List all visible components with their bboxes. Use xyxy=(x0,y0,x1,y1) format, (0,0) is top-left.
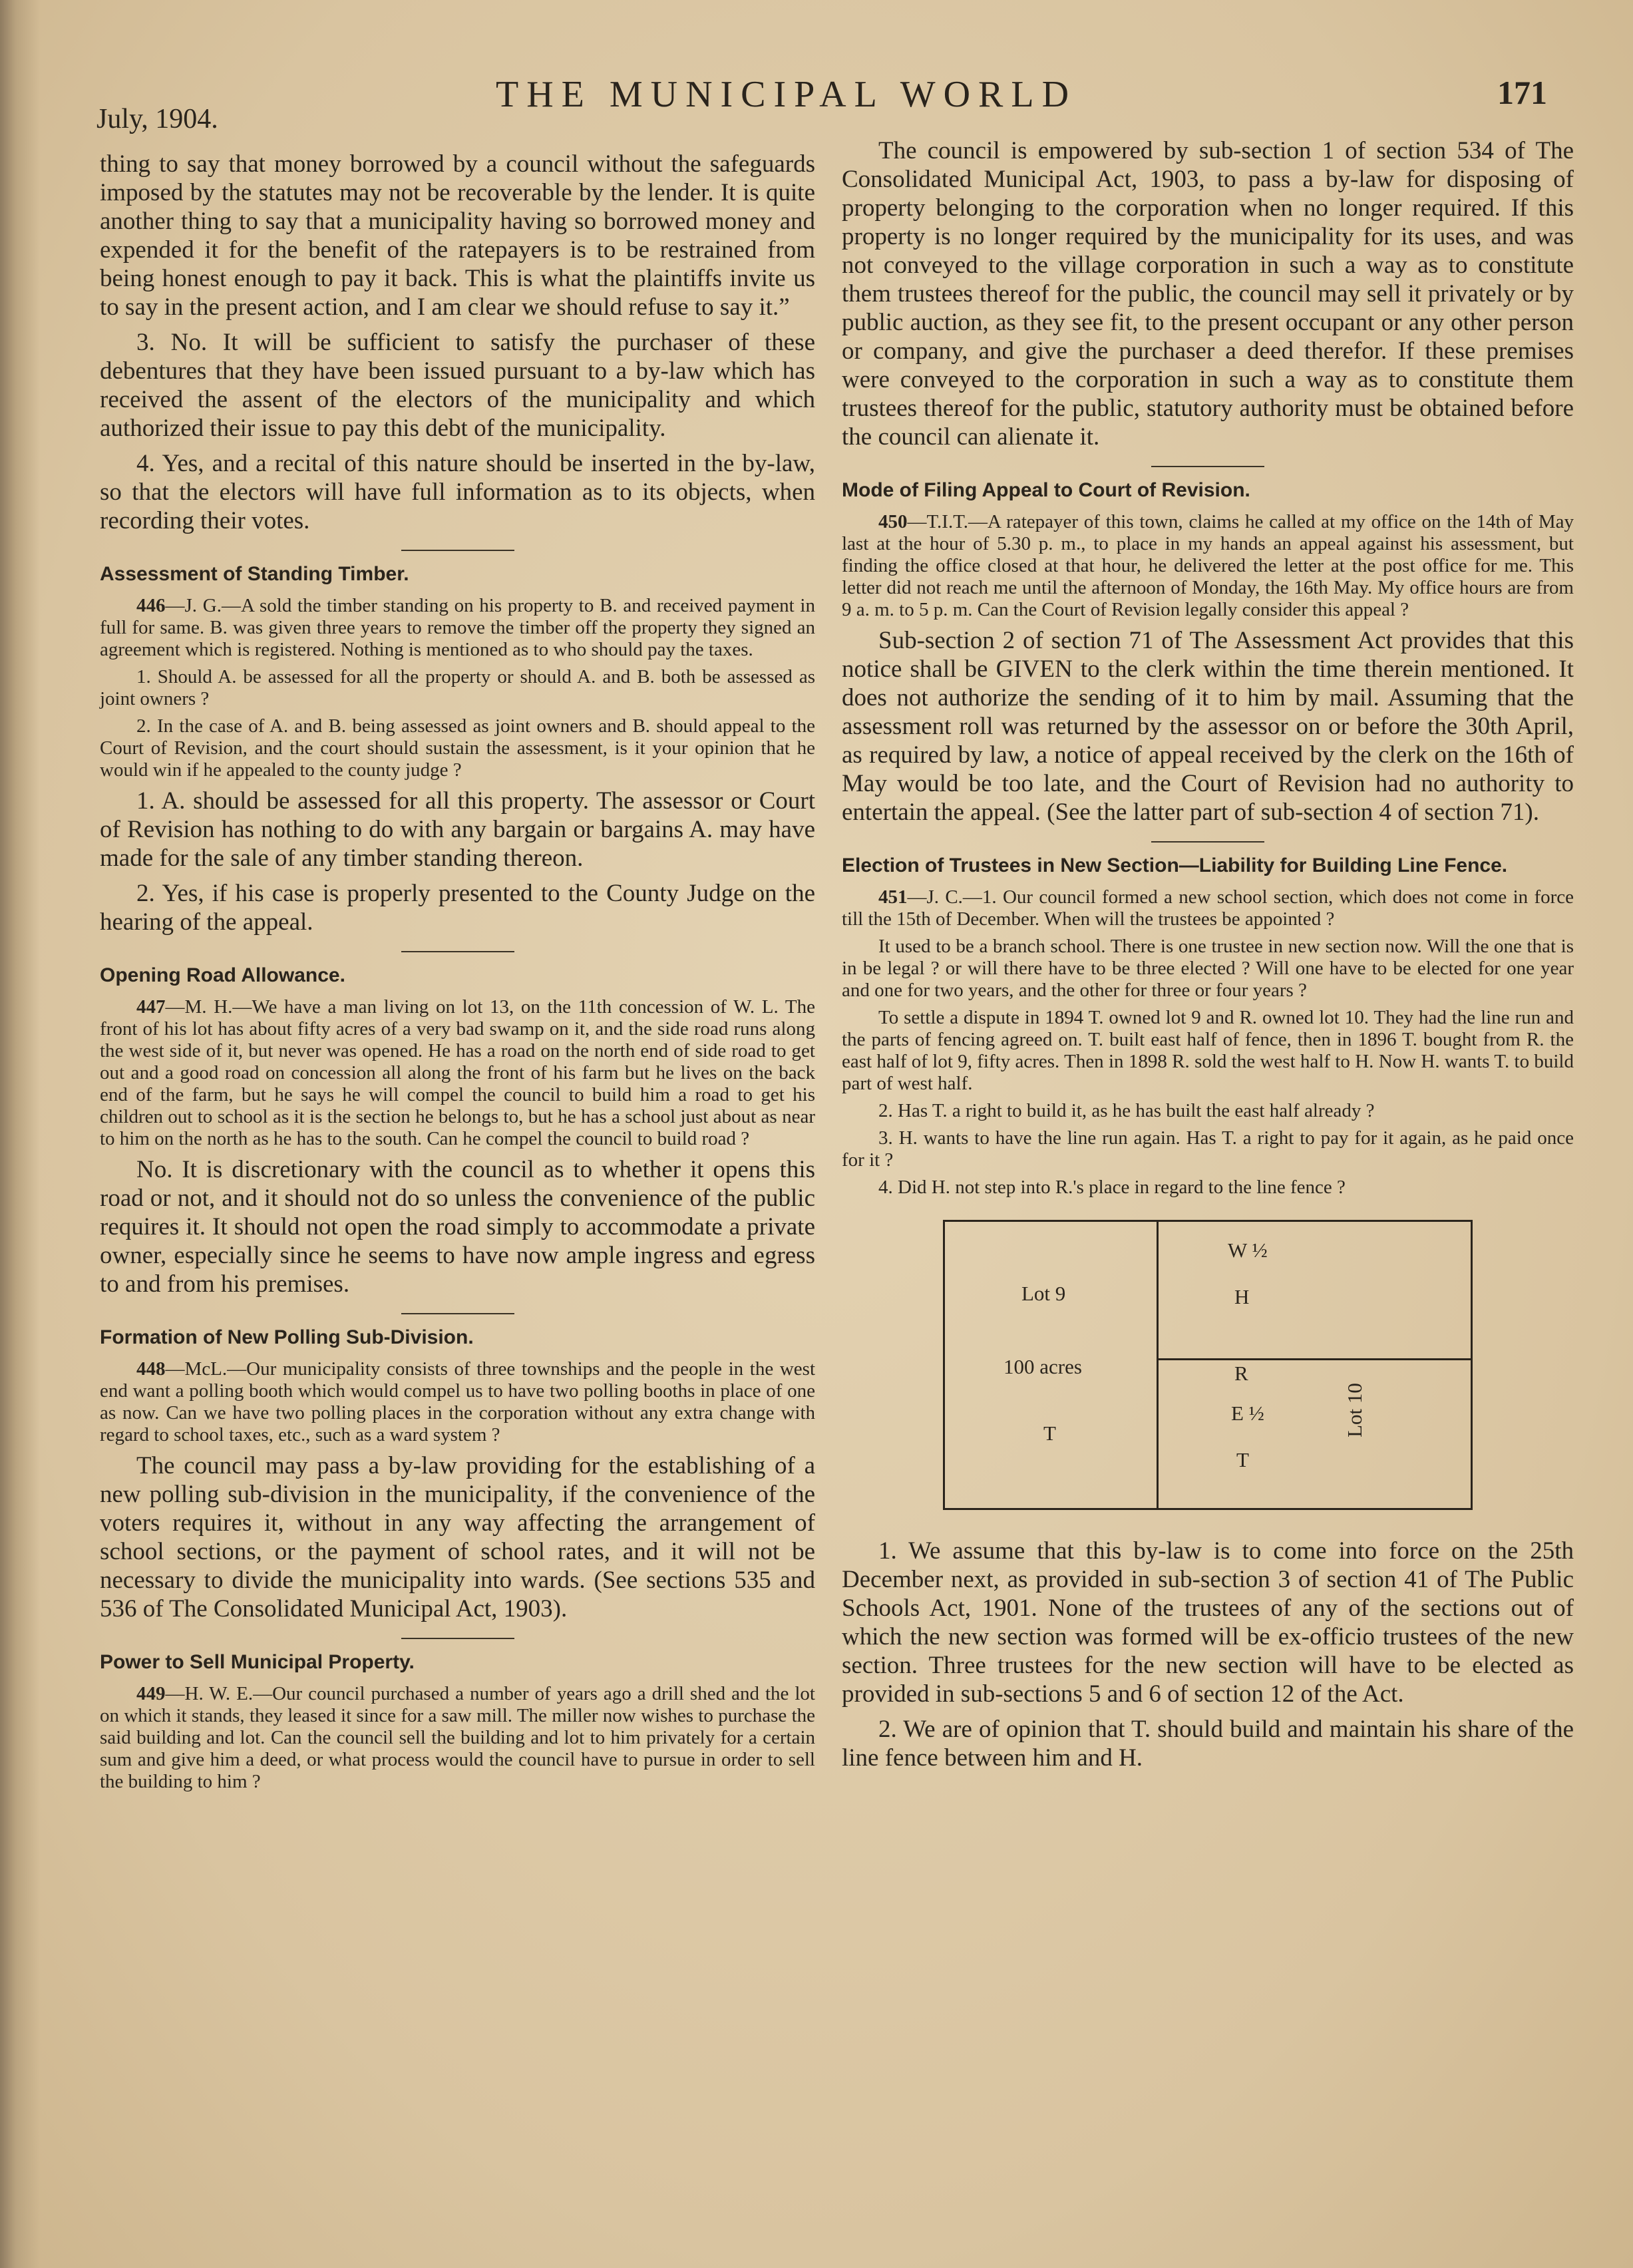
question-number: 451 xyxy=(878,886,908,908)
half-dividing-line xyxy=(1157,1358,1471,1360)
question-number: 446 xyxy=(136,595,166,616)
answer-451-2: 2. We are of opinion that T. should build and maintain his share of the line fence between him and H. xyxy=(842,1716,1574,1772)
question-body: —H. W. E.—Our council purchased a number of years ago a drill shed and the lot on which it stands, they leased it since for a saw mill. The miller now wishes to purchase the said building and lot. Can the council sell the building and lot to him privately for a certain sum and give him a deed, or what process would the council have to pursue in order to sell the building to him ? xyxy=(100,1683,815,1792)
answer-446-2: 2. Yes, if his case is properly presented to the County Judge on the hearing of the appeal. xyxy=(100,880,815,936)
section-divider xyxy=(401,1313,514,1314)
question-446-heading: Assessment of Standing Timber. xyxy=(100,563,409,585)
question-446-sub-2: 2. In the case of A. and B. being assessed as joint owners and B. should appeal to the Court of Revision, and the court should sustain the assessment, is it your opinion that he would win if he appealed to the county judge ? xyxy=(100,715,815,781)
question-number: 450 xyxy=(878,511,908,532)
right-column xyxy=(842,136,1574,1779)
question-451-para-b: To settle a dispute in 1894 T. owned lot 9 and R. owned lot 10. They had the line run and the parts of fencing agreed on. T. built east half of fence, then in 1896 T. bought from R. the east half of lot 9, fifty acres. Then in 1898 R. sold the west half to H. Now H. wants T. to build part of west half. xyxy=(842,1007,1574,1094)
page-number: 171 xyxy=(1497,74,1547,111)
answer-3: 3. No. It will be sufficient to satisfy the purchaser of these debentures that they have been issued pursuant to a by-law which has received the assent of the electors of the municipality and which authorized their issue to pay this debt of the municipality. xyxy=(100,329,815,442)
east-half-owner-label: T xyxy=(1236,1448,1249,1471)
section-divider xyxy=(401,550,514,551)
continued-paragraph: thing to say that money borrowed by a council without the safeguards imposed by the statutes may not be recoverable by the lender. It is quite another thing to say that a municipality having so borrowed money and expended it for the benefit of the ratepayers is to be restrained from being honest enough to pay it back. This is what the plaintiffs invite us to say in the present action, and I am clear we should refuse to say it.” xyxy=(100,150,815,321)
section-divider xyxy=(401,951,514,952)
lot-dividing-line xyxy=(1157,1222,1159,1508)
question-451-heading: Election of Trustees in New Section—Liability for Building Line Fence. xyxy=(842,854,1508,876)
section-divider xyxy=(1151,841,1264,843)
question-449-text xyxy=(100,1683,815,1793)
answer-4: 4. Yes, and a recital of this nature should be inserted in the by-law, so that the electors will have full information as to its objects, when recording their votes. xyxy=(100,450,815,534)
question-446-text xyxy=(100,595,815,661)
question-body: —J. G.—A sold the timber standing on his property to B. and received payment in full for same. B. was given three years to remove the timber off the property they signed an agreement which is registered. Nothing is mentioned as to who should pay the taxes. xyxy=(100,595,815,660)
book-spine-shadow xyxy=(0,0,40,2268)
question-number: 449 xyxy=(136,1683,166,1704)
question-body: —M. H.—We have a man living on lot 13, on the 11th concession of W. L. The front of his lot has about fifty acres of a very bad swamp on it, and the side road runs along the west side of it, but never was opened. He has a road on the north end of side road to get out and a good road on concession all along the front of his farm but he lives on the back end of the farm, but he says he will compel the council to build him a road to get his children out to school as it is the section he belongs to, but he has a school just about as near to him on the north as he has to the south. Can he compel the council to build road ? xyxy=(100,996,815,1149)
question-number: 447 xyxy=(136,996,166,1018)
publication-title: THE MUNICIPAL WORLD xyxy=(496,74,1077,115)
section-divider xyxy=(1151,466,1264,467)
question-number: 448 xyxy=(136,1358,166,1380)
lot-diagram xyxy=(943,1220,1473,1510)
lot-10-label: Lot 10 xyxy=(1342,1383,1366,1437)
question-451-para-a: It used to be a branch school. There is one trustee in new section now. Will the one that is in be legal ? or will there have to be three elected ? Will one have to be elected for one year and one for two years, and the other for three or four years ? xyxy=(842,936,1574,1001)
question-body: —J. C.—1. Our council formed a new school section, which does not come in force till the 15th of December. When will the trustees be appointed ? xyxy=(842,886,1574,930)
answer-449: The council is empowered by sub-section 1 of section 534 of The Consolidated Municipal Act, 1903, to pass a by-law for disposing of property belonging to the corporation when no longer required. If this property is no longer required by the municipality for its uses, and was not conveyed to the village corporation in such a way as to constitute them trustees thereof for the public, the council may sell it privately or by public auction, as they see fit, to the present occupant or any other person or company, and give the purchaser a deed therefor. If these premises were conveyed to the corporation in such a way as to constitute them trustees thereof for the public, statutory authority must be obtained before the council can alienate it. xyxy=(842,137,1574,451)
left-column xyxy=(100,150,815,1798)
question-447-heading: Opening Road Allowance. xyxy=(100,964,345,986)
question-450-heading: Mode of Filing Appeal to Court of Revision. xyxy=(842,479,1250,501)
question-body: —McL.—Our municipality consists of three townships and the people in the west end want a polling booth which would compel us to have two polling booths in place of one as now. Can we have two polling places in the corporation without any extra change with regard to school taxes, etc., such as a ward system ? xyxy=(100,1358,815,1445)
question-448-heading: Formation of New Polling Sub-Division. xyxy=(100,1326,474,1348)
lot-9-label: Lot 9 xyxy=(1021,1282,1066,1305)
west-half-owner-label: H xyxy=(1234,1285,1250,1308)
question-446-sub-1: 1. Should A. be assessed for all the property or should A. and B. both be assessed as joint owners ? xyxy=(100,666,815,709)
answer-447: No. It is discretionary with the council as to whether it opens this road or not, and it should not do so unless the convenience of the public requires it. It should not open the road simply to accommodate a private owner, especially since he seems to have now ample ingress and egress to and from his premises. xyxy=(100,1156,815,1298)
west-half-label: W ½ xyxy=(1228,1238,1268,1262)
acreage-label: 100 acres xyxy=(1003,1355,1082,1378)
answer-448: The council may pass a by-law providing for the establishing of a new polling sub-division in the municipality, if the convenience of the voters requires it, without in any way affecting the arrangement of school sections, or the payment of school rates, and it will not be necessary to divide the municipality into wards. (See sections 535 and 536 of The Consolidated Municipal Act, 1903). xyxy=(100,1452,815,1622)
east-half-label: E ½ xyxy=(1231,1402,1264,1425)
question-447-text xyxy=(100,996,815,1150)
answer-451-1: 1. We assume that this by-law is to come into force on the 25th December next, as provided in sub-section 3 of section 41 of The Public Schools Act, 1901. None of the trustees of any of the sections out of which the new section was formed will be ex-officio trustees of the new section. Three trustees for the new section will have to be elected as provided in sub-sections 5 and 6 of section 12 of the Act. xyxy=(842,1537,1574,1708)
question-450-text xyxy=(842,511,1574,621)
running-header xyxy=(96,73,1560,140)
answer-446-1: 1. A. should be assessed for all this property. The assessor or Court of Revision has nothing to do with any bargain or bargains A. may have made for the sale of any timber standing thereon. xyxy=(100,787,815,872)
lot-9-owner-label: T xyxy=(1043,1421,1056,1445)
answer-450: Sub-section 2 of section 71 of The Assessment Act provides that this notice shall be GIVEN to the clerk within the time therein mentioned. It does not authorize the sending of it to him by mail. Assuming that the assessment roll was returned by the assessor on or before the 30th April, as required by law, a notice of appeal received by the clerk on the 16th of May would be too late, and the Court of Revision had no authority to entertain the appeal. (See the latter part of sub-section 4 of section 71). xyxy=(842,627,1574,826)
question-body: —T.I.T.—A ratepayer of this town, claims he called at my office on the 14th of May last at the hour of 5.30 p. m., to place in my hands an appeal against his assessment, but finding the office closed at that hour, he delivered the letter at the post office for me. This letter did not reach me until the afternoon of Monday, the 16th May. My office hours are from 9 a. m. to 5 p. m. Can the Court of Revision legally consider this appeal ? xyxy=(842,511,1574,620)
question-449-heading: Power to Sell Municipal Property. xyxy=(100,1651,415,1673)
question-451-sub-4: 4. Did H. not step into R.'s place in regard to the line fence ? xyxy=(878,1177,1346,1198)
question-448-text xyxy=(100,1358,815,1446)
question-451-sub-1 xyxy=(842,886,1574,930)
section-divider xyxy=(401,1638,514,1639)
issue-date: July, 1904. xyxy=(96,104,218,134)
question-451-sub-2: 2. Has T. a right to build it, as he has built the east half already ? xyxy=(878,1100,1375,1121)
question-451-sub-3: 3. H. wants to have the line run again. Has T. a right to pay for it again, as he paid once for it ? xyxy=(842,1127,1574,1171)
east-half-former-owner-label: R xyxy=(1234,1362,1248,1385)
